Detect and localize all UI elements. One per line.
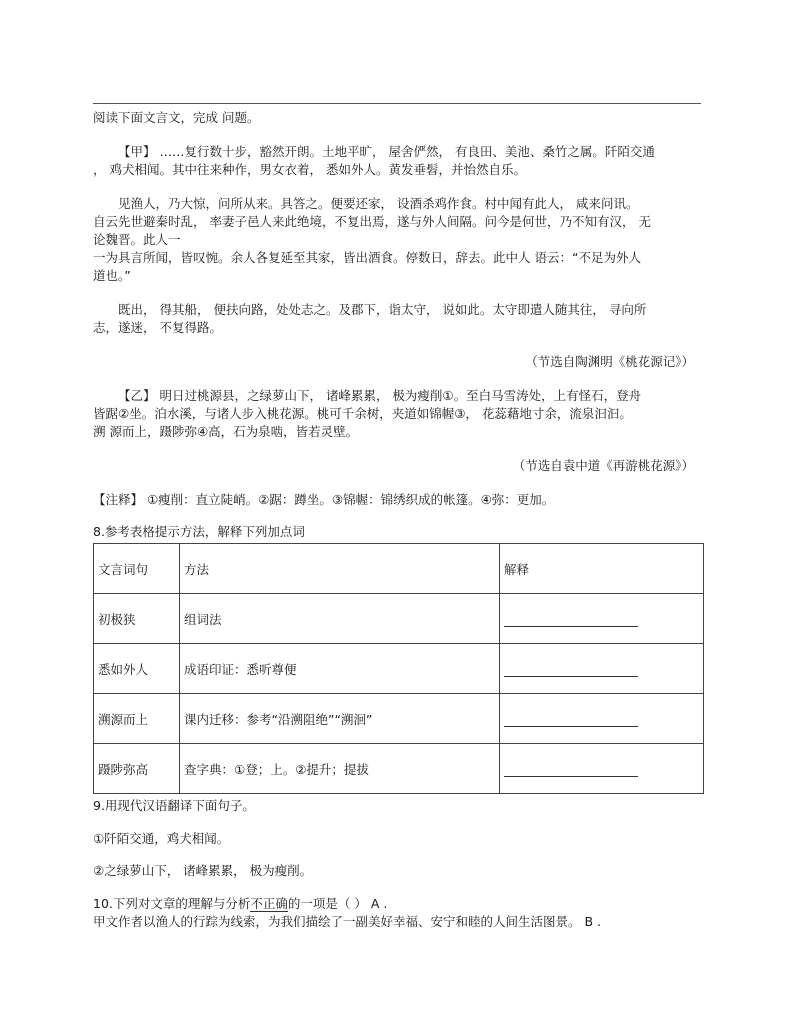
jia-p2-line4: 一为具言所闻，皆叹惋。余人各复延至其家，皆出酒食。停数日，辞去。此中人 语云：“不足为外人: [93, 250, 641, 265]
row-method: 组词法: [180, 594, 500, 644]
table-row: [94, 694, 704, 744]
table-header-row: [94, 544, 704, 594]
header-phrase: 文言词句: [94, 544, 180, 594]
question-9: 9.用现代汉语翻译下面句子。: [93, 798, 255, 813]
header-method: 方法: [180, 544, 500, 594]
row-method: 成语印证：悉听尊便: [180, 644, 500, 694]
yi-line1: 【乙】 明日过桃源县，之绿萝山下， 诸峰累累， 极为瘦削①。至白马雪涛处，上有怪石，登舟: [118, 388, 642, 403]
vocab-table: [93, 543, 704, 794]
yi-line3: 溯 源而上，蹑陟弥④高，石为泉啮，皆若灵壁。: [93, 424, 359, 439]
question-10-option-a: 甲文作者以渔人的行踪为线索，为我们描绘了一副美好幸福、安宁和睦的人间生活图景。 B .: [93, 914, 601, 929]
jia-p3-line1: 既出， 得其船， 便扶向路，处处志之。及郡下，诣太守， 说如此。太守即遣人随其往， 寻向所: [118, 302, 647, 317]
question-10: [93, 896, 387, 912]
answer-blank[interactable]: [504, 662, 638, 677]
jia-source: （节选自陶渊明《桃花源记》）: [525, 354, 694, 369]
jia-p2-line5: 道也。”: [93, 268, 131, 283]
row-phrase: 溯源而上: [94, 694, 180, 744]
question-8: 8.参考表格提示方法，解释下列加点词: [93, 524, 305, 539]
header-explanation: 解释: [500, 544, 704, 594]
jia-p1-line1: 【甲】 ……复行数十步，豁然开朗。土地平旷， 屋舍俨然， 有良田、美池、桑竹之属。阡陌交通: [118, 144, 655, 159]
answer-blank-cell[interactable]: [500, 744, 704, 794]
question-10-emphasis: 不正确: [250, 896, 288, 911]
answer-blank[interactable]: [504, 762, 638, 777]
jia-p2-line1: 见渔人，乃大惊，问所从来。具答之。便要还家， 设酒杀鸡作食。村中闻有此人， 咸来问讯。: [118, 196, 639, 211]
jia-p2-line2: 自云先世避秦时乱， 率妻子邑人来此绝境，不复出焉，遂与外人间隔。问今是何世，乃不知有汉， 无: [93, 214, 651, 229]
answer-blank[interactable]: [504, 612, 638, 627]
table-row: [94, 594, 704, 644]
jia-p1-line2: ， 鸡犬相闻。其中往来种作，男女衣着， 悉如外人。黄发垂髫，并怡然自乐。: [93, 162, 526, 177]
answer-blank[interactable]: [504, 712, 638, 727]
answer-blank-cell[interactable]: [500, 694, 704, 744]
notes-text: 【注释】 ①瘦削：直立陡峭。②踞：蹲坐。③锦幄：锦绣织成的帐篷。④弥：更加。: [93, 492, 555, 507]
row-method: 课内迁移：参考“沿溯阻绝”“溯洄”: [180, 694, 500, 744]
row-method: 查字典：①登；上。②提升；提拔: [180, 744, 500, 794]
table-row: [94, 744, 704, 794]
answer-blank-cell[interactable]: [500, 594, 704, 644]
header-rule: [93, 103, 701, 104]
row-phrase: 悉如外人: [94, 644, 180, 694]
jia-p3-line2: 志，遂迷， 不复得路。: [93, 320, 222, 335]
row-phrase: 初极狭: [94, 594, 180, 644]
question-10-prefix: 10.下列对文章的理解与分析: [93, 896, 251, 911]
jia-p2-line3: 论魏晋。此人一: [93, 232, 181, 247]
intro-text: 阅读下面文言文，完成 问题。: [93, 110, 260, 125]
question-9-item-1: ①阡陌交通，鸡犬相闻。: [93, 831, 230, 846]
question-10-suffix: 的一项是（ ） A .: [287, 896, 388, 911]
row-phrase: 蹑陟弥高: [94, 744, 180, 794]
answer-blank-cell[interactable]: [500, 644, 704, 694]
question-9-item-2: ②之绿萝山下， 诸峰累累， 极为瘦削。: [93, 863, 313, 878]
table-row: [94, 644, 704, 694]
yi-line2: 皆踞②坐。泊水溪，与诸人步入桃花源。桃可千余树，夹道如锦幄③， 花蕊藉地寸余，流泉汩汩。: [93, 406, 632, 421]
yi-source: （节选自袁中道《再游桃花源》）: [512, 458, 694, 473]
